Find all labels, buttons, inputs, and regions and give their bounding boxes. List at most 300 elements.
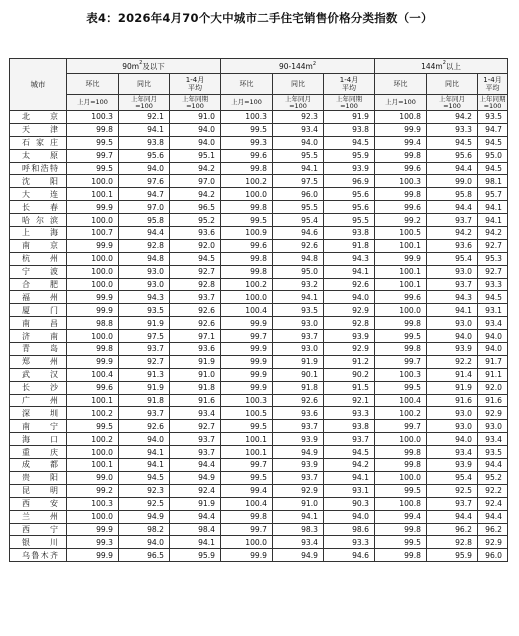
index-value: 94.3 [119, 291, 170, 304]
city-name: 哈尔滨 [10, 214, 67, 227]
index-value: 100.0 [67, 330, 119, 343]
index-value: 93.5 [478, 111, 508, 124]
city-name: 武汉 [10, 368, 67, 381]
index-value: 92.6 [273, 239, 324, 252]
index-value: 93.6 [427, 239, 478, 252]
index-value: 94.8 [119, 252, 170, 265]
index-value: 92.7 [170, 420, 221, 433]
index-value: 94.0 [119, 162, 170, 175]
index-value: 99.5 [67, 162, 119, 175]
table-row [10, 355, 508, 368]
index-value: 100.4 [375, 394, 427, 407]
avg-base-header: 上年同期 =100 [170, 95, 221, 111]
index-value: 92.9 [273, 484, 324, 497]
table-row [10, 136, 508, 149]
table-row [10, 368, 508, 381]
index-value: 93.4 [273, 536, 324, 549]
index-value: 94.0 [324, 291, 375, 304]
index-value: 92.8 [170, 278, 221, 291]
index-value: 95.2 [170, 214, 221, 227]
city-name: 成都 [10, 459, 67, 472]
index-value: 95.6 [119, 149, 170, 162]
table-row [10, 123, 508, 136]
index-value: 99.0 [427, 175, 478, 188]
index-value: 93.8 [324, 420, 375, 433]
index-value: 93.1 [478, 304, 508, 317]
index-value: 99.5 [67, 136, 119, 149]
city-name: 海口 [10, 433, 67, 446]
city-name: 大连 [10, 188, 67, 201]
index-value: 92.6 [324, 278, 375, 291]
city-name: 郑州 [10, 355, 67, 368]
index-value: 99.8 [375, 446, 427, 459]
index-value: 91.0 [170, 368, 221, 381]
index-value: 93.3 [324, 536, 375, 549]
index-value: 94.2 [170, 188, 221, 201]
index-value: 91.0 [273, 497, 324, 510]
index-value: 100.8 [375, 111, 427, 124]
table-row [10, 510, 508, 523]
index-value: 100.0 [221, 536, 273, 549]
index-value: 99.9 [67, 291, 119, 304]
index-value: 92.4 [170, 484, 221, 497]
index-value: 100.3 [67, 497, 119, 510]
index-value: 94.4 [478, 510, 508, 523]
index-value: 93.9 [273, 459, 324, 472]
table-row [10, 111, 508, 124]
city-name: 福州 [10, 291, 67, 304]
index-value: 93.7 [427, 214, 478, 227]
index-value: 94.1 [324, 471, 375, 484]
avg-header: 1-4月 平均 [324, 74, 375, 95]
index-value: 96.9 [324, 175, 375, 188]
index-value: 97.5 [119, 330, 170, 343]
index-value: 100.1 [221, 446, 273, 459]
index-value: 100.1 [67, 394, 119, 407]
index-value: 94.5 [324, 136, 375, 149]
index-value: 94.7 [478, 123, 508, 136]
index-value: 92.6 [170, 317, 221, 330]
index-value: 94.0 [478, 343, 508, 356]
index-value: 97.6 [119, 175, 170, 188]
index-value: 93.0 [119, 265, 170, 278]
index-value: 94.0 [170, 136, 221, 149]
index-value: 99.5 [221, 214, 273, 227]
index-value: 96.0 [273, 188, 324, 201]
index-value: 94.5 [324, 446, 375, 459]
index-value: 91.8 [273, 381, 324, 394]
index-value: 91.9 [170, 497, 221, 510]
index-value: 93.4 [478, 317, 508, 330]
index-value: 99.5 [375, 536, 427, 549]
index-value: 100.0 [221, 188, 273, 201]
city-name: 呼和浩特 [10, 162, 67, 175]
table-row [10, 497, 508, 510]
table-row [10, 175, 508, 188]
index-value: 92.5 [427, 484, 478, 497]
index-value: 93.0 [478, 420, 508, 433]
index-value: 94.0 [324, 510, 375, 523]
index-value: 99.8 [375, 149, 427, 162]
mom-base-header: 上月=100 [375, 95, 427, 111]
index-value: 96.2 [478, 523, 508, 536]
table-row [10, 188, 508, 201]
index-value: 100.0 [67, 175, 119, 188]
city-name: 厦门 [10, 304, 67, 317]
index-value: 94.8 [273, 252, 324, 265]
index-value: 99.6 [221, 239, 273, 252]
index-value: 95.4 [427, 252, 478, 265]
index-value: 100.2 [67, 407, 119, 420]
index-value: 100.1 [375, 265, 427, 278]
index-value: 94.9 [273, 446, 324, 459]
index-value: 94.1 [478, 214, 508, 227]
index-value: 92.7 [119, 355, 170, 368]
index-value: 90.1 [273, 368, 324, 381]
index-value: 94.2 [478, 227, 508, 240]
index-value: 100.1 [375, 278, 427, 291]
avg-header: 1-4月 平均 [170, 74, 221, 95]
index-value: 91.2 [324, 355, 375, 368]
city-name: 南昌 [10, 317, 67, 330]
index-value: 94.5 [478, 136, 508, 149]
index-value: 94.0 [427, 330, 478, 343]
index-value: 93.7 [427, 278, 478, 291]
index-value: 93.0 [427, 317, 478, 330]
index-value: 95.6 [324, 201, 375, 214]
city-name: 沈阳 [10, 175, 67, 188]
index-value: 99.7 [67, 149, 119, 162]
avg-base-header: 上年同期 =100 [478, 95, 508, 111]
index-value: 100.0 [375, 304, 427, 317]
index-value: 100.4 [67, 368, 119, 381]
index-value: 99.8 [221, 265, 273, 278]
mom-base-header: 上月=100 [221, 95, 273, 111]
index-value: 99.7 [375, 420, 427, 433]
index-value: 100.3 [67, 111, 119, 124]
city-name: 深圳 [10, 407, 67, 420]
index-value: 92.7 [170, 265, 221, 278]
city-name: 上海 [10, 227, 67, 240]
index-value: 99.9 [375, 123, 427, 136]
index-value: 93.7 [119, 343, 170, 356]
index-value: 91.4 [427, 368, 478, 381]
index-value: 93.7 [273, 471, 324, 484]
index-value: 99.3 [221, 136, 273, 149]
index-value: 100.3 [221, 394, 273, 407]
table-row [10, 343, 508, 356]
index-value: 91.6 [478, 394, 508, 407]
index-value: 95.0 [273, 265, 324, 278]
table-row [10, 162, 508, 175]
index-value: 100.0 [67, 510, 119, 523]
index-value: 94.4 [170, 510, 221, 523]
index-value: 91.5 [324, 381, 375, 394]
index-value: 99.7 [221, 459, 273, 472]
index-value: 99.5 [375, 381, 427, 394]
index-value: 92.0 [478, 381, 508, 394]
city-name: 广州 [10, 394, 67, 407]
index-value: 99.8 [375, 549, 427, 562]
index-value: 93.9 [273, 433, 324, 446]
index-value: 91.3 [119, 368, 170, 381]
index-value: 93.3 [427, 123, 478, 136]
table-row [10, 149, 508, 162]
index-value: 96.5 [119, 549, 170, 562]
index-value: 91.9 [273, 355, 324, 368]
table-row [10, 484, 508, 497]
index-value: 100.4 [221, 304, 273, 317]
index-value: 94.1 [170, 536, 221, 549]
table-row [10, 459, 508, 472]
index-value: 93.0 [427, 420, 478, 433]
index-value: 92.5 [119, 497, 170, 510]
index-value: 94.1 [119, 459, 170, 472]
index-value: 93.0 [273, 317, 324, 330]
city-name: 北京 [10, 111, 67, 124]
index-value: 91.9 [427, 381, 478, 394]
index-value: 99.9 [67, 239, 119, 252]
yoy-header: 同比 [119, 74, 170, 95]
index-value: 94.3 [427, 291, 478, 304]
index-value: 94.4 [427, 201, 478, 214]
city-name: 长沙 [10, 381, 67, 394]
index-value: 99.6 [375, 201, 427, 214]
city-name: 西安 [10, 497, 67, 510]
index-value: 100.2 [375, 407, 427, 420]
table-row [10, 317, 508, 330]
index-value: 93.9 [324, 330, 375, 343]
index-value: 99.9 [221, 368, 273, 381]
city-column-header: 城市 [10, 59, 67, 111]
index-value: 94.1 [478, 201, 508, 214]
index-value: 90.3 [324, 497, 375, 510]
index-value: 93.4 [170, 407, 221, 420]
table-row [10, 201, 508, 214]
index-value: 99.9 [67, 549, 119, 562]
city-name: 青岛 [10, 343, 67, 356]
city-name: 天津 [10, 123, 67, 136]
index-value: 93.9 [427, 459, 478, 472]
index-value: 99.2 [375, 214, 427, 227]
index-value: 91.9 [324, 111, 375, 124]
index-value: 92.8 [427, 536, 478, 549]
index-value: 92.8 [324, 317, 375, 330]
index-value: 94.1 [273, 510, 324, 523]
index-value: 93.8 [119, 136, 170, 149]
index-value: 99.8 [221, 510, 273, 523]
table-row [10, 239, 508, 252]
index-value: 94.0 [478, 330, 508, 343]
index-value: 94.5 [170, 252, 221, 265]
index-value: 99.6 [221, 149, 273, 162]
mom-header: 环比 [221, 74, 273, 95]
table-row [10, 278, 508, 291]
index-value: 99.8 [375, 317, 427, 330]
index-value: 100.1 [67, 459, 119, 472]
index-value: 99.8 [67, 343, 119, 356]
index-value: 100.0 [375, 471, 427, 484]
index-value: 95.6 [427, 149, 478, 162]
index-value: 100.9 [221, 227, 273, 240]
index-value: 91.8 [119, 394, 170, 407]
index-value: 99.5 [221, 471, 273, 484]
index-value: 99.9 [221, 355, 273, 368]
index-value: 99.7 [221, 330, 273, 343]
index-value: 100.0 [67, 252, 119, 265]
index-value: 90.2 [324, 368, 375, 381]
index-value: 91.7 [478, 355, 508, 368]
index-value: 98.4 [170, 523, 221, 536]
index-value: 93.9 [427, 343, 478, 356]
index-value: 93.0 [427, 265, 478, 278]
table-row [10, 420, 508, 433]
index-value: 95.5 [273, 201, 324, 214]
group-header-90-144: $90-144m^2$ [221, 59, 375, 74]
yoy-base-header: 上年同月 =100 [119, 95, 170, 111]
index-value: 94.4 [478, 459, 508, 472]
index-value: 92.6 [273, 394, 324, 407]
index-value: 92.9 [324, 304, 375, 317]
index-value: 94.5 [119, 471, 170, 484]
index-value: 93.3 [478, 278, 508, 291]
index-value: 98.1 [478, 175, 508, 188]
index-value: 94.1 [119, 123, 170, 136]
index-value: 94.4 [170, 459, 221, 472]
city-name: 济南 [10, 330, 67, 343]
index-value: 95.8 [427, 188, 478, 201]
table-title: 表4：2026年4月70个大中城市二手住宅销售价格分类指数（一） [86, 11, 433, 25]
index-value: 94.1 [273, 291, 324, 304]
index-value: 94.6 [273, 227, 324, 240]
index-value: 93.7 [273, 330, 324, 343]
index-value: 100.4 [221, 497, 273, 510]
city-name: 太原 [10, 149, 67, 162]
index-value: 99.8 [375, 343, 427, 356]
index-value: 92.6 [170, 304, 221, 317]
index-value: 99.9 [375, 252, 427, 265]
index-value: 100.1 [221, 433, 273, 446]
index-value: 93.9 [324, 162, 375, 175]
table-row [10, 252, 508, 265]
index-value: 97.1 [170, 330, 221, 343]
index-value: 92.9 [478, 536, 508, 549]
index-value: 96.0 [478, 549, 508, 562]
group-header-144-and-above: $144m^2$以上 [375, 59, 508, 74]
index-value: 95.9 [427, 549, 478, 562]
index-value: 95.7 [478, 188, 508, 201]
index-value: 100.3 [375, 368, 427, 381]
index-value: 91.6 [170, 394, 221, 407]
mom-base-header: 上月=100 [67, 95, 119, 111]
index-value: 95.3 [478, 252, 508, 265]
index-value: 94.0 [119, 536, 170, 549]
yoy-base-header: 上年同月 =100 [427, 95, 478, 111]
index-value: 94.6 [324, 549, 375, 562]
index-value: 93.5 [119, 304, 170, 317]
index-value: 95.6 [324, 188, 375, 201]
index-value: 99.4 [221, 484, 273, 497]
avg-base-header: 上年同期 =100 [324, 95, 375, 111]
index-value: 100.0 [375, 433, 427, 446]
city-name: 宁波 [10, 265, 67, 278]
index-value: 99.8 [375, 188, 427, 201]
index-value: 93.8 [324, 123, 375, 136]
index-value: 99.8 [375, 459, 427, 472]
index-value: 100.0 [221, 291, 273, 304]
index-value: 97.0 [170, 175, 221, 188]
index-value: 100.2 [221, 175, 273, 188]
index-value: 91.6 [427, 394, 478, 407]
table-row [10, 265, 508, 278]
city-name: 贵阳 [10, 471, 67, 484]
index-value: 99.9 [67, 355, 119, 368]
index-value: 100.0 [67, 265, 119, 278]
index-value: 98.8 [67, 317, 119, 330]
index-value: 94.4 [427, 510, 478, 523]
index-value: 99.5 [221, 123, 273, 136]
index-value: 93.0 [273, 343, 324, 356]
index-value: 93.3 [324, 407, 375, 420]
index-value: 95.0 [478, 149, 508, 162]
table-row [10, 407, 508, 420]
index-value: 93.7 [427, 497, 478, 510]
index-value: 94.9 [170, 471, 221, 484]
index-value: 94.0 [119, 433, 170, 446]
table-row [10, 330, 508, 343]
city-name: 南宁 [10, 420, 67, 433]
index-value: 99.9 [67, 201, 119, 214]
index-value: 93.8 [324, 227, 375, 240]
index-value: 91.1 [478, 368, 508, 381]
index-value: 92.7 [478, 239, 508, 252]
mom-header: 环比 [375, 74, 427, 95]
index-value: 94.9 [273, 549, 324, 562]
index-value: 93.6 [273, 407, 324, 420]
index-value: 100.7 [67, 227, 119, 240]
index-value: 96.2 [427, 523, 478, 536]
price-index-table [9, 58, 508, 562]
index-value: 93.7 [273, 420, 324, 433]
index-value: 97.0 [119, 201, 170, 214]
table-row [10, 214, 508, 227]
index-value: 91.9 [119, 317, 170, 330]
table-row [10, 227, 508, 240]
index-value: 91.8 [170, 381, 221, 394]
city-name: 重庆 [10, 446, 67, 459]
index-value: 95.9 [324, 149, 375, 162]
index-value: 95.4 [273, 214, 324, 227]
table-row [10, 304, 508, 317]
index-value: 96.5 [170, 201, 221, 214]
table-row [10, 446, 508, 459]
index-value: 98.6 [324, 523, 375, 536]
index-value: 94.3 [324, 252, 375, 265]
index-value: 92.2 [427, 355, 478, 368]
index-value: 100.2 [67, 433, 119, 446]
group-header-90-and-below: $90m^2$及以下 [67, 59, 221, 74]
index-value: 93.7 [324, 433, 375, 446]
yoy-header: 同比 [427, 74, 478, 95]
index-value: 94.2 [427, 111, 478, 124]
index-value: 94.2 [324, 459, 375, 472]
index-value: 92.3 [273, 111, 324, 124]
index-value: 95.2 [478, 471, 508, 484]
index-value: 92.4 [478, 497, 508, 510]
index-value: 93.4 [273, 123, 324, 136]
index-value: 93.4 [478, 433, 508, 446]
index-value: 93.1 [324, 484, 375, 497]
